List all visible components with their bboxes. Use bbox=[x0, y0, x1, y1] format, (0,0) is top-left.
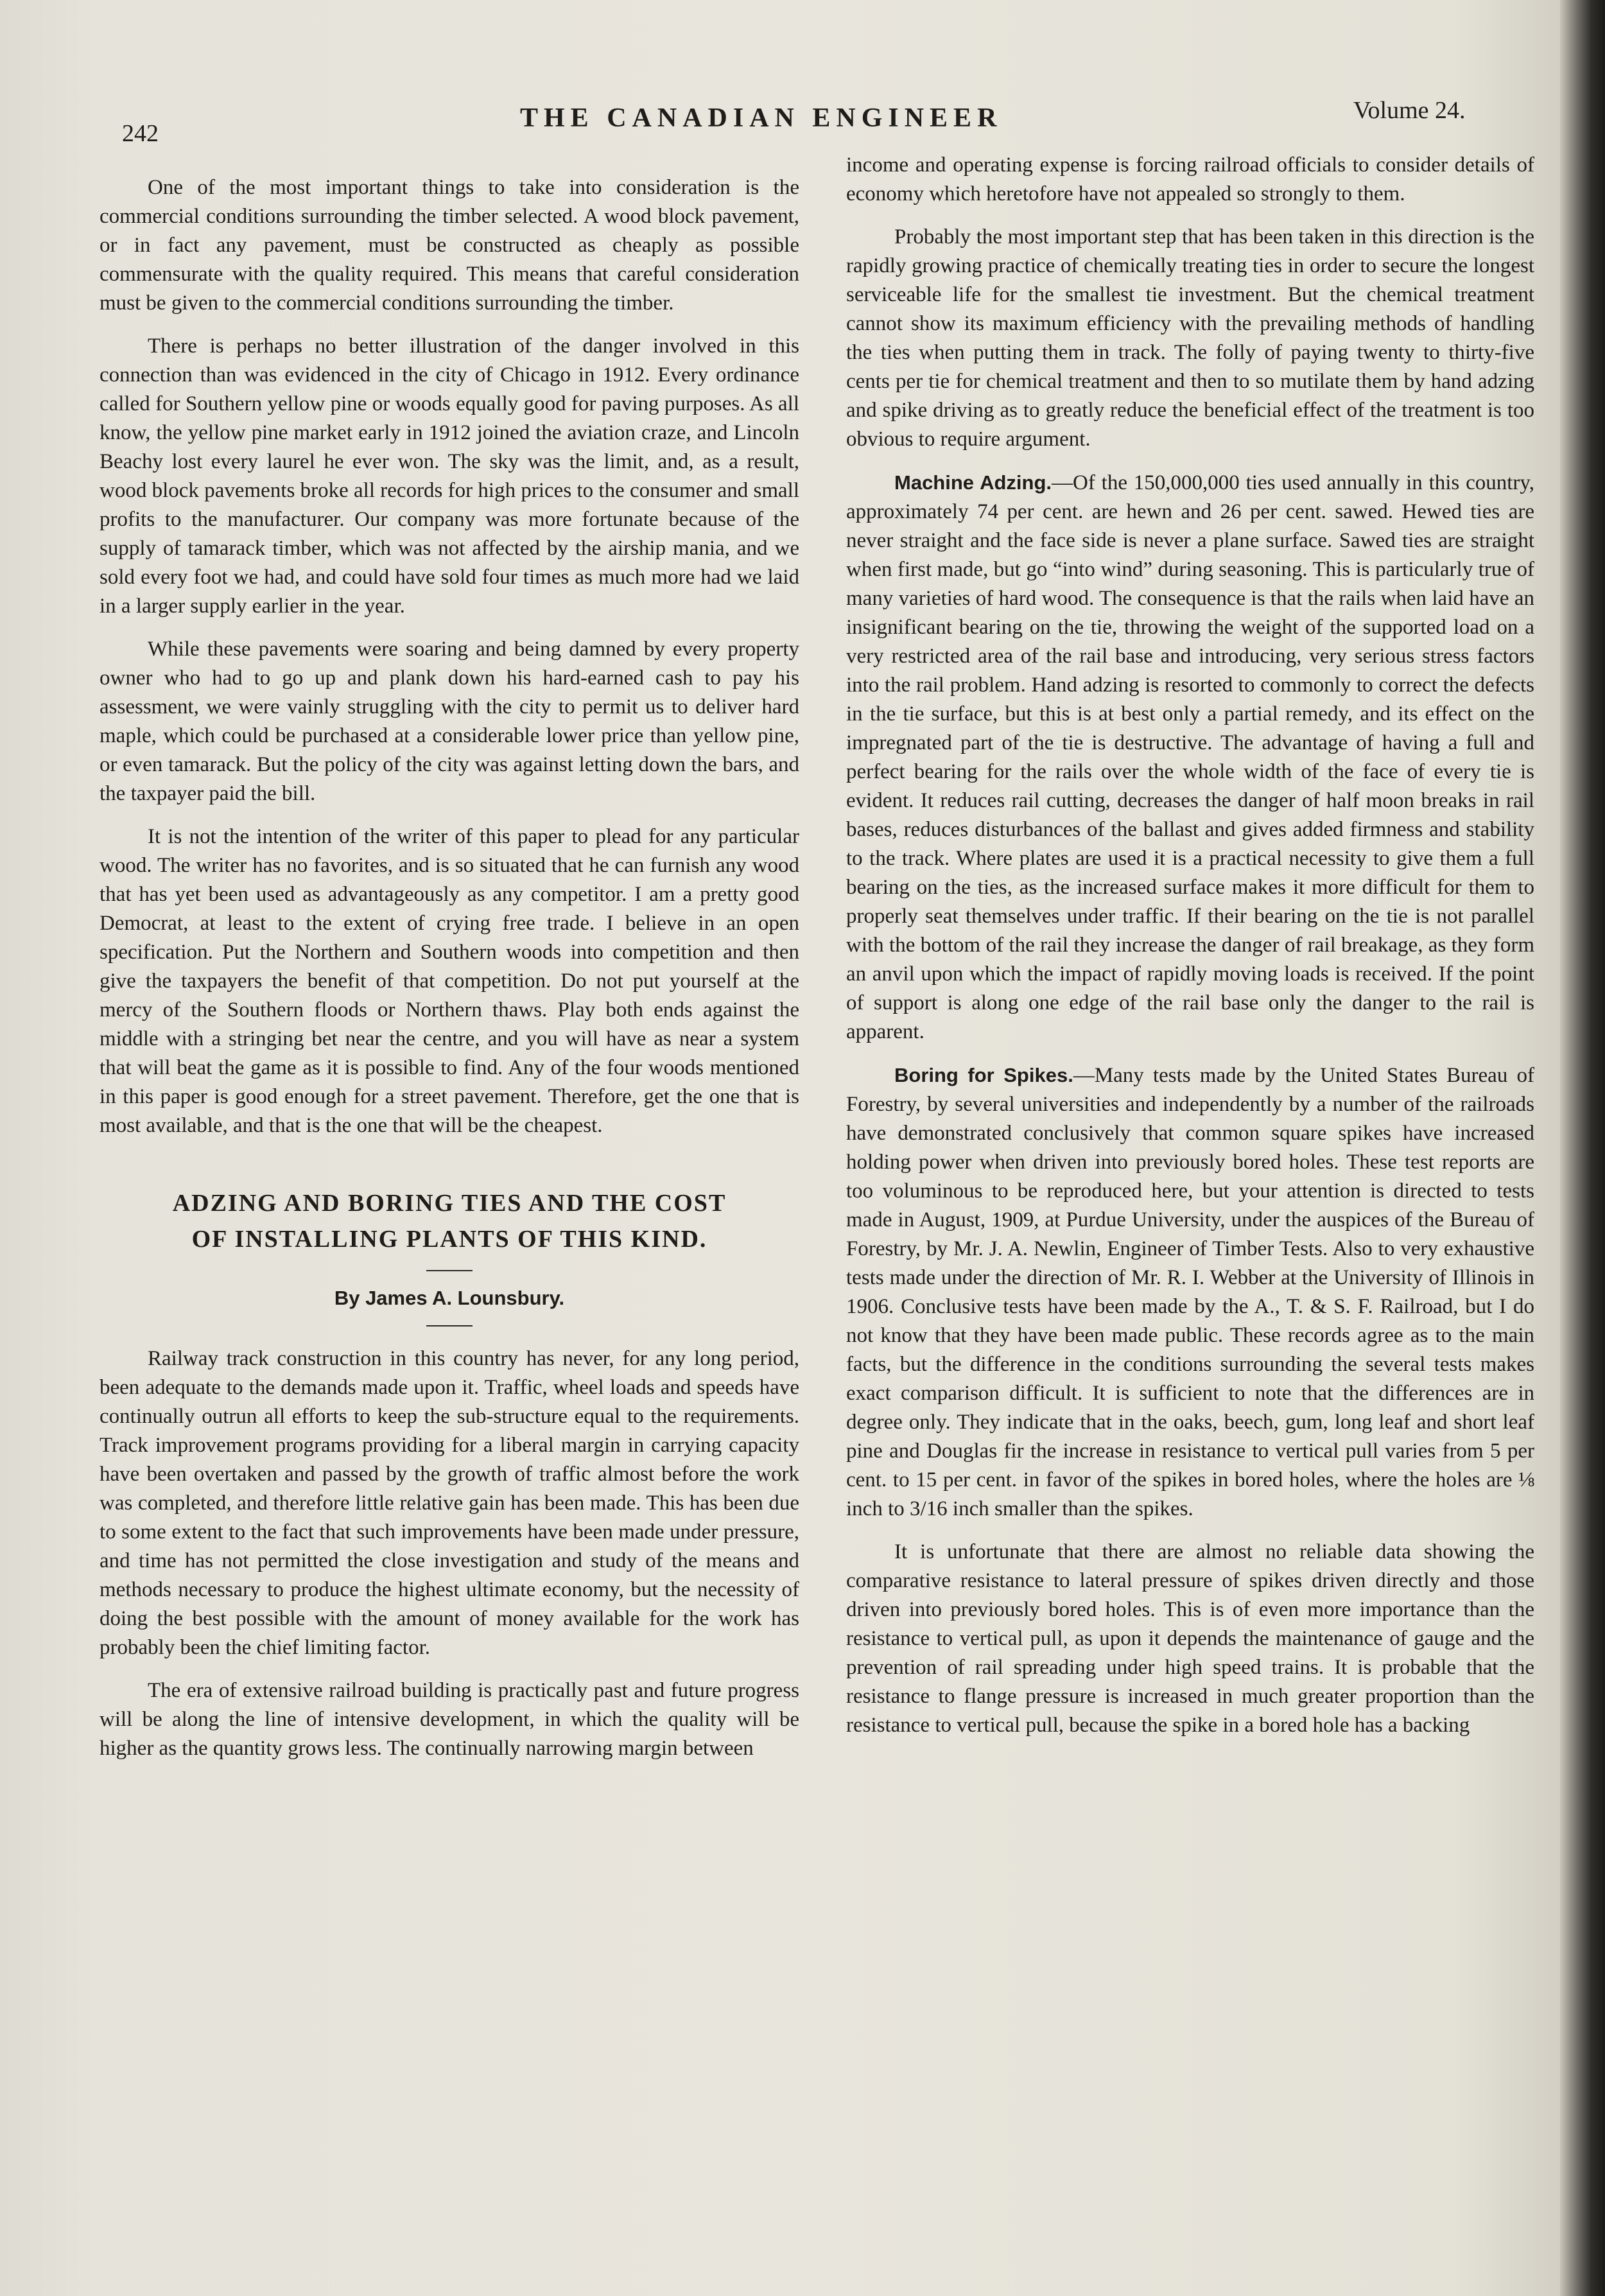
section-text: —Of the 150,000,000 ties used annually in this country, approximately 74 per cent. are hewn and 26 per cent. sawed. Hewed ties are never straight and the face side is never a plane surface. Sawed ties are straight when first made, but go “into wind” during seasoning. This is particularly true of many varieties of hard wood. The consequence is that the rails when laid have an insignificant bearing on the tie, throwing the weight of the supported load on a very restricted area of the rail base and introducing, very serious stress factors into the rail problem. Hand adzing is resorted to commonly to correct the defects in the tie surface, but this is at best only a partial remedy, and its effect on the impregnated part of the tie is destructive. The advantage of having a full and perfect bearing for the rails over the whole width of the face of every tie is evident. It reduces rail cutting, decreases the danger of half moon breaks in rail bases, reduces disturbances of the ballast and gives added firmness and stability to the track. Where plates are used it is a practical necessity to give them a full bearing on the ties, as the increased surface makes it more difficult for them to properly seat themselves under traffic. If their bearing on the tie is not parallel with the bottom of the rail they increase the danger of rail breakage, as they form an anvil upon which the impact of rapidly moving loads is received. If the point of support is along one edge of the rail base only the danger to the rail is apparent. bbox=[846, 471, 1534, 1043]
journal-title: THE CANADIAN ENGINEER bbox=[520, 103, 1003, 133]
section-text: —Many tests made by the United States Bureau of Forestry, by several universities and independently by a number of the railroads have demonstrated conclusively that common square spikes have increased holding power when driven into previously bored holes. These test reports are too voluminous to be reproduced here, but your attention is directed to tests made in August, 1909, at Purdue University, under the auspices of the Bureau of Forestry, by Mr. J. A. Newlin, Engineer of Timber Tests. Also to very exhaustive tests made under the direction of Mr. R. I. Webber at the University of Illinois in 1906. Conclusive tests have been made by the A., T. & S. F. Railroad, but I do not know that they have been made public. These records agree as to the main facts, but the difference in the conditions surrounding the several tests makes exact comparison difficult. It is sufficient to note that the differences are in degree only. They indicate that in the oaks, beech, gum, long leaf and short leaf pine and Douglas fir the increase in resistance to vertical pull varies from 5 per cent. to 15 per cent. in favor of the spikes in bored holes, where the holes are ⅛ inch to 3/16 inch smaller than the spikes. bbox=[846, 1064, 1534, 1520]
left-column bbox=[100, 173, 799, 1777]
divider bbox=[426, 1270, 473, 1271]
byline: By James A. Lounsbury. bbox=[334, 1287, 565, 1309]
paragraph: While these pavements were soaring and being damned by every property owner who had to go up and plank down his hard-earned cash to pay his assessment, we were vainly struggling with the city to permit us to deliver hard maple, which could be purchased at a considerable lower price than yellow pine, or even tamarack. But the policy of the city was against letting down the bars, and the taxpayer paid the bill. bbox=[100, 638, 799, 805]
paragraph: It is not the intention of the writer of this paper to plead for any particular wood. The writer has no favorites, and is so situated that he can furnish any wood that has yet been used as advantageously as any competitor. I am a pretty good Democrat, at least to the extent of crying free trade. I believe in an open specification. Put the Northern and Southern woods into competition and then give the taxpayers the benefit of that competition. Do not put yourself at the mercy of the Southern floods or Northern thaws. Play both ends against the middle with a stringing bet near the centre, and you will have as near a system that will beat the game as it is possible to find. Any of the four woods mentioned in this paper is good enough for a street pavement. Therefore, get the one that is most available, and that is the one that will be the cheapest. bbox=[100, 825, 799, 1137]
right-column bbox=[846, 151, 1534, 1754]
paragraph: Probably the most important step that has been taken in this direction is the rapidly growing practice of chemically treating ties in order to secure the longest serviceable life for the smallest tie investment. But the chemical treatment cannot show its maximum efficiency with the prevailing methods of handling the ties when putting them in track. The folly of paying twenty to thirty-five cents per tie for chemical treatment and then to so mutilate them by hand adzing and spike driving as to greatly reduce the beneficial effect of the treatment is too obvious to require argument. bbox=[846, 225, 1534, 451]
paragraph: Railway track construction in this country has never, for any long period, been adequate to the demands made upon it. Traffic, wheel loads and speeds have continually outrun all efforts to keep the sub-structure equal to the requirements. Track improvement programs providing for a liberal margin in carrying capacity have been overtaken and passed by the growth of traffic almost before the work was completed, and therefore little relative gain has been made. This has been due to some extent to the fact that such improvements have been made under pressure, and time has not permitted the close investigation and study of the means and methods necessary to produce the highest ultimate economy, but the necessity of doing the best possible with the amount of money available for the work has probably been the chief limiting factor. bbox=[100, 1347, 799, 1659]
section-boring-for-spikes bbox=[846, 1061, 1534, 1524]
article-title bbox=[100, 1185, 799, 1257]
section-machine-adzing bbox=[846, 468, 1534, 1047]
paragraph-continuation: income and operating expense is forcing railroad officials to consider details of economy which heretofore have not appealed so strongly to them. bbox=[846, 153, 1534, 205]
paragraph: There is perhaps no better illustration of the danger involved in this connection than was evidenced in the city of Chicago in 1912. Every ordinance called for Southern yellow pine or woods equally good for paving purposes. As all know, the yellow pine market early in 1912 joined the aviation craze, and Lincoln Beachy lost every laurel he ever won. The sky was the limit, and, as a result, wood block pavements broke all records for high prices to the consumer and small profits to the manufacturer. Our company was more fortunate because of the supply of tamarack timber, which was not affected by the airship mania, and we sold every foot we had, and could have sold four times as much more had we laid in a larger supply earlier in the year. bbox=[100, 335, 799, 618]
volume-label: Volume 24. bbox=[1353, 97, 1466, 124]
paragraph: The era of extensive railroad building is practically past and future progress will be along the line of intensive development, in which the quality will be higher as the quantity grows less. The continually narrowing margin between bbox=[100, 1679, 799, 1760]
page-number: 242 bbox=[122, 120, 159, 147]
section-heading: Machine Adzing. bbox=[894, 471, 1052, 494]
paragraph: One of the most important things to take into consideration is the commercial conditions surrounding the timber selected. A wood block pavement, or in fact any pavement, must be constructed as cheaply as possible commensurate with the quality required. This means that careful consideration must be given to the commercial conditions surrounding the timber. bbox=[100, 176, 799, 315]
article-title-line: ADZING AND BORING TIES AND THE COST bbox=[172, 1190, 727, 1217]
paragraph: It is unfortunate that there are almost no reliable data showing the comparative resistance to lateral pressure of spikes driven directly and those driven into previously bored holes. This is of even more importance than the resistance to vertical pull, as upon it depends the maintenance of gauge and the prevention of rail spreading under high speed trains. It is probable that the resistance to flange pressure is increased in much greater proportion than the resistance to vertical pull, because the spike in a bored hole has a backing bbox=[846, 1540, 1534, 1737]
article-title-line: OF INSTALLING PLANTS OF THIS KIND. bbox=[191, 1226, 707, 1253]
article-body bbox=[100, 1344, 799, 1763]
running-head bbox=[0, 90, 1581, 154]
divider bbox=[426, 1325, 473, 1326]
book-binding-edge bbox=[1560, 0, 1605, 2296]
section-heading: Boring for Spikes. bbox=[894, 1064, 1073, 1086]
